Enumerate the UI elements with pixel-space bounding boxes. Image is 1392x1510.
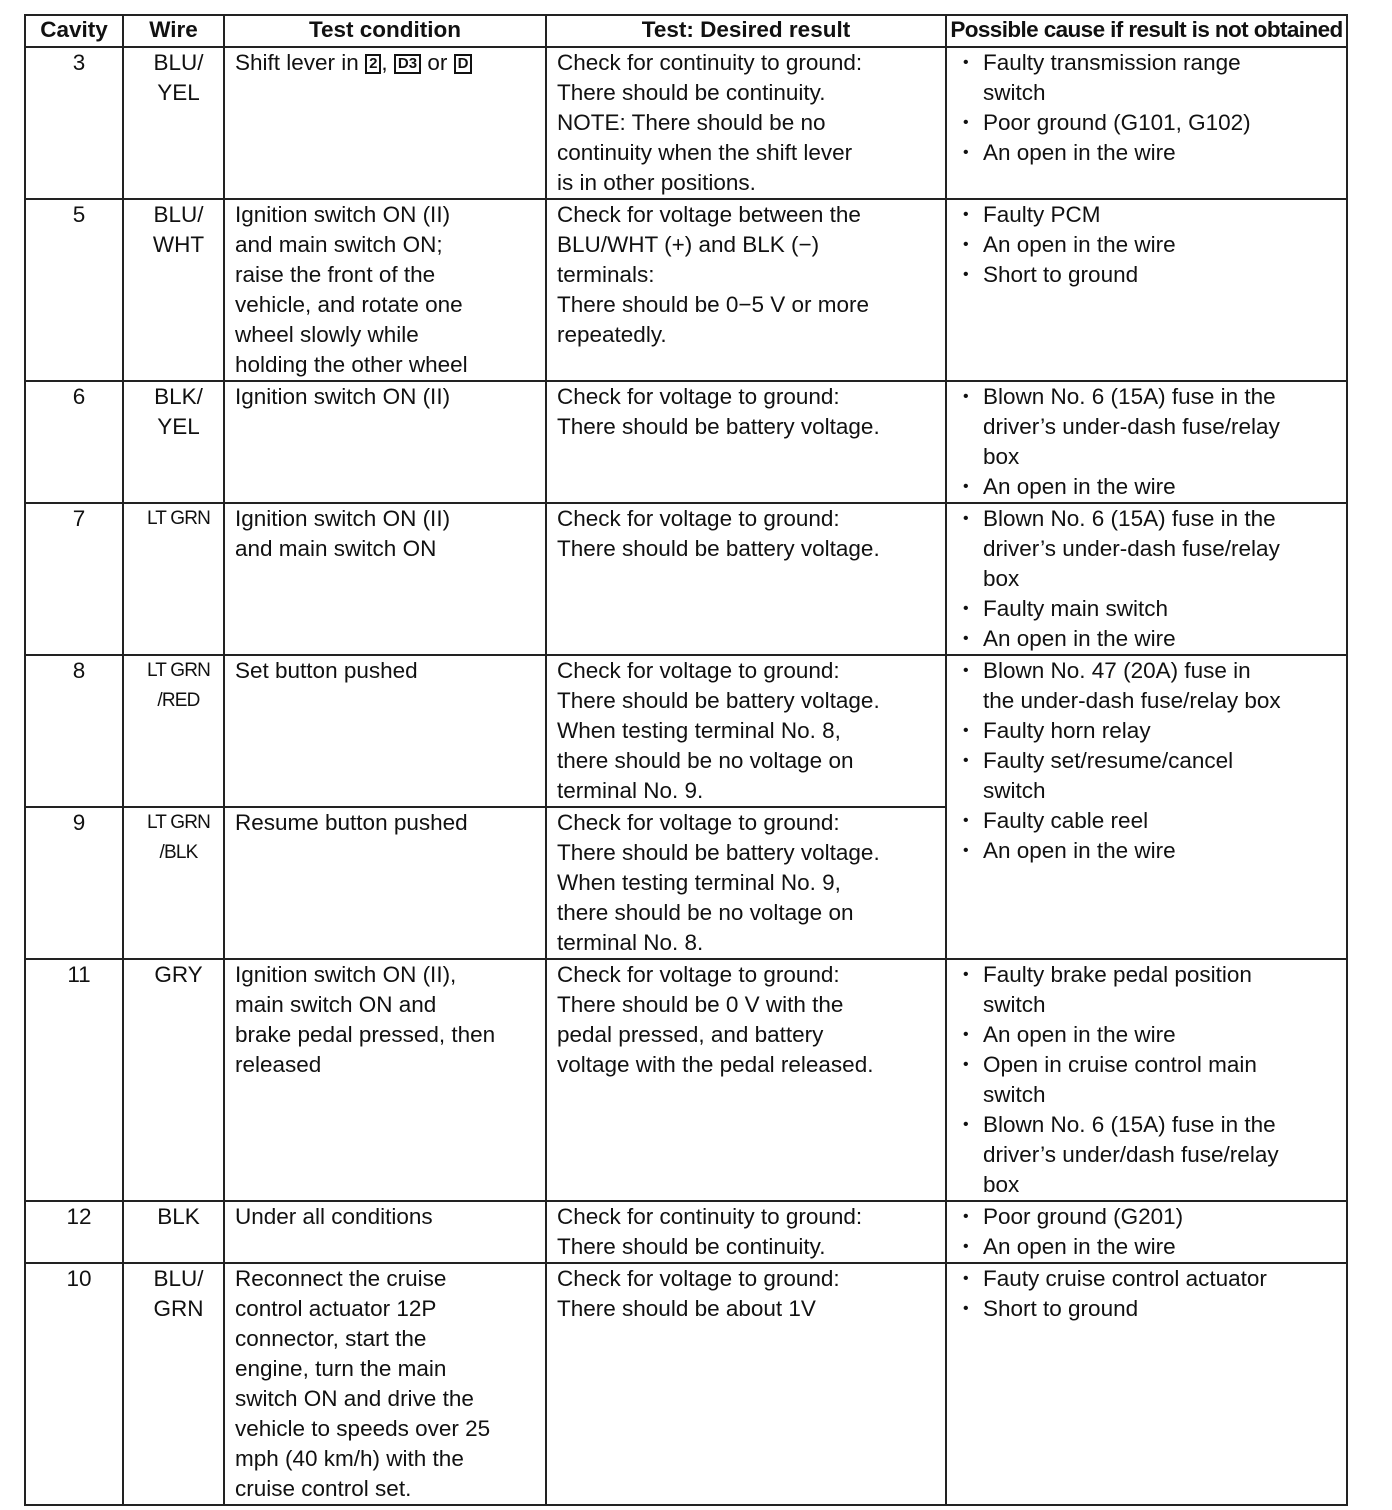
possible-cause-cell: [946, 503, 1347, 655]
cause-line: box: [983, 1172, 1020, 1197]
table-row: [25, 655, 1347, 807]
condition-line: Ignition switch ON (II): [235, 506, 451, 531]
result-line: There should be about 1V: [557, 1296, 816, 1321]
wire-cell: BLU/ GRN: [123, 1263, 224, 1505]
cause-item: [957, 1110, 1346, 1200]
result-line: continuity when the shift lever: [557, 140, 853, 165]
result-line: Check for voltage to ground:: [557, 384, 840, 409]
cause-item: • Short to ground: [957, 1294, 1346, 1324]
condition-line: connector, start the: [235, 1326, 427, 1351]
result-line: pedal pressed, and battery: [557, 1022, 824, 1047]
condition-line: released: [235, 1052, 322, 1077]
cause-line: box: [983, 566, 1020, 591]
result-line: voltage with the pedal released.: [557, 1052, 874, 1077]
cause-list: [957, 960, 1346, 1200]
condition-line: Reconnect the cruise: [235, 1266, 447, 1291]
result-line: Check for continuity to ground:: [557, 1204, 863, 1229]
cause-item: • An open in the wire: [957, 624, 1346, 654]
result-line: There should be 0−5 V or more: [557, 292, 870, 317]
table-row: [25, 381, 1347, 503]
table-row: [25, 47, 1347, 199]
result-line: There should be continuity.: [557, 80, 826, 105]
cause-item: [957, 746, 1346, 806]
cavity-cell: 8: [25, 655, 123, 807]
cause-item: [957, 504, 1346, 594]
desired-result-cell: [546, 381, 946, 503]
test-condition-cell: [224, 199, 546, 381]
test-condition-cell: [224, 959, 546, 1201]
desired-result-cell: [546, 959, 946, 1201]
result-line: There should be 0 V with the: [557, 992, 844, 1017]
cause-line: driver’s under-dash fuse/relay: [983, 536, 1280, 561]
cavity-cell: 10: [25, 1263, 123, 1505]
cause-line: • Blown No. 6 (15A) fuse in the: [983, 506, 1276, 531]
cause-item: [957, 48, 1346, 108]
possible-cause-cell: [946, 1263, 1347, 1505]
possible-cause-cell: [946, 655, 1347, 959]
result-line: There should be battery voltage.: [557, 688, 880, 713]
wire-cell: BLK: [123, 1201, 224, 1263]
cause-line: • Faulty transmission range: [983, 50, 1241, 75]
result-line: There should be battery voltage.: [557, 536, 880, 561]
cause-line: • Open in cruise control main: [983, 1052, 1257, 1077]
condition-line: Set button pushed: [235, 658, 418, 683]
condition-line: Under all conditions: [235, 1204, 433, 1229]
possible-cause-cell: [946, 1201, 1347, 1263]
shift-lever-condition: [235, 48, 545, 78]
cavity-cell: 11: [25, 959, 123, 1201]
cause-line: • Blown No. 6 (15A) fuse in the: [983, 1112, 1276, 1137]
wire-cell: GRY: [123, 959, 224, 1201]
result-line: There should be continuity.: [557, 1234, 826, 1259]
result-line: repeatedly.: [557, 322, 667, 347]
condition-separator: or: [421, 50, 454, 75]
cause-line: switch: [983, 992, 1046, 1017]
condition-line: raise the front of the: [235, 262, 436, 287]
test-condition-cell: [224, 1201, 546, 1263]
condition-line: switch ON and drive the: [235, 1386, 474, 1411]
cause-item: • Faulty main switch: [957, 594, 1346, 624]
condition-line: engine, turn the main: [235, 1356, 447, 1381]
condition-line: and main switch ON: [235, 536, 437, 561]
wire-cell: LT GRN /RED: [123, 655, 224, 807]
result-line: Check for continuity to ground:: [557, 50, 863, 75]
wire-cell: BLK/ YEL: [123, 381, 224, 503]
desired-result-cell: [546, 655, 946, 807]
condition-line: vehicle to speeds over 25: [235, 1416, 491, 1441]
test-condition-cell: [224, 655, 546, 807]
table-row: [25, 1263, 1347, 1505]
condition-line: and main switch ON;: [235, 232, 443, 257]
cause-line: driver’s under-dash fuse/relay: [983, 414, 1280, 439]
wire-cell: BLU/ WHT: [123, 199, 224, 381]
header-cavity: Cavity: [25, 15, 123, 47]
result-line: terminal No. 9.: [557, 778, 704, 803]
result-line: There should be battery voltage.: [557, 840, 880, 865]
wire-cell: LT GRN /BLK: [123, 807, 224, 959]
condition-line: Resume button pushed: [235, 810, 468, 835]
cavity-cell: 5: [25, 199, 123, 381]
cause-line: switch: [983, 1082, 1046, 1107]
result-line: Check for voltage between the: [557, 202, 861, 227]
cause-line: switch: [983, 80, 1046, 105]
condition-line: brake pedal pressed, then: [235, 1022, 496, 1047]
result-line: there should be no voltage on: [557, 900, 854, 925]
condition-line: vehicle, and rotate one: [235, 292, 463, 317]
table-row: [25, 959, 1347, 1201]
cause-item: • Poor ground (G201): [957, 1202, 1346, 1232]
result-line: Check for voltage to ground:: [557, 658, 840, 683]
wire-cell: LT GRN: [123, 503, 224, 655]
possible-cause-cell: [946, 47, 1347, 199]
desired-result-cell: [546, 199, 946, 381]
cause-item: • Faulty PCM: [957, 200, 1346, 230]
cavity-cell: 12: [25, 1201, 123, 1263]
wire-cell: BLU/ YEL: [123, 47, 224, 199]
test-condition-cell: [224, 381, 546, 503]
possible-cause-cell: [946, 959, 1347, 1201]
cause-line: the under-dash fuse/relay box: [983, 688, 1281, 713]
cause-item: • An open in the wire: [957, 472, 1346, 502]
cause-line: • Poor ground (G101, G102): [983, 110, 1251, 135]
desired-result-cell: [546, 807, 946, 959]
test-condition-cell: [224, 1263, 546, 1505]
result-line: There should be battery voltage.: [557, 414, 880, 439]
cause-list: [957, 1264, 1346, 1324]
cause-item: [957, 138, 1346, 168]
result-line: is in other positions.: [557, 170, 756, 195]
result-line: there should be no voltage on: [557, 748, 854, 773]
result-line: When testing terminal No. 8,: [557, 718, 841, 743]
cause-line: • Faulty brake pedal position: [983, 962, 1252, 987]
condition-line: Ignition switch ON (II),: [235, 962, 457, 987]
condition-line: Ignition switch ON (II): [235, 384, 451, 409]
header-wire: Wire: [123, 15, 224, 47]
cause-item: • An open in the wire: [957, 836, 1346, 866]
desired-result-cell: [546, 1263, 946, 1505]
condition-line: holding the other wheel: [235, 352, 468, 377]
cause-item: [957, 1050, 1346, 1110]
cause-list: [957, 1202, 1346, 1262]
condition-line: cruise control set.: [235, 1476, 412, 1501]
possible-cause-cell: [946, 199, 1347, 381]
table-row: [25, 503, 1347, 655]
result-line: terminals:: [557, 262, 655, 287]
gear-position-box: 2: [365, 54, 381, 74]
desired-result-cell: [546, 47, 946, 199]
result-line: When testing terminal No. 9,: [557, 870, 841, 895]
cause-item: • Faulty horn relay: [957, 716, 1346, 746]
desired-result-cell: [546, 503, 946, 655]
result-line: Check for voltage to ground:: [557, 962, 840, 987]
cause-item: [957, 960, 1346, 1020]
cause-item: • An open in the wire: [957, 1020, 1346, 1050]
result-line: Check for voltage to ground:: [557, 810, 840, 835]
cause-list: [957, 504, 1346, 654]
cause-item: • Fauty cruise control actuator: [957, 1264, 1346, 1294]
test-condition-cell: [224, 47, 546, 199]
cause-line: • Faulty set/resume/cancel: [983, 748, 1234, 773]
result-line: BLU/WHT (+) and BLK (−): [557, 232, 820, 257]
cause-list: [957, 656, 1346, 866]
header-desired-result: Test: Desired result: [546, 15, 946, 47]
condition-line: mph (40 km/h) with the: [235, 1446, 464, 1471]
condition-line: control actuator 12P: [235, 1296, 437, 1321]
cause-item: • An open in the wire: [957, 230, 1346, 260]
cause-line: • An open in the wire: [983, 140, 1176, 165]
condition-text: Shift lever in: [235, 50, 366, 75]
condition-separator: ,: [381, 50, 394, 75]
result-line: Check for voltage to ground:: [557, 1266, 840, 1291]
cause-item: • Faulty cable reel: [957, 806, 1346, 836]
result-line: terminal No. 8.: [557, 930, 704, 955]
condition-line: main switch ON and: [235, 992, 437, 1017]
cause-list: [957, 200, 1346, 290]
table-row: [25, 199, 1347, 381]
cavity-cell: 3: [25, 47, 123, 199]
desired-result-cell: [546, 1201, 946, 1263]
cause-item: [957, 108, 1346, 138]
cause-line: driver’s under/dash fuse/relay: [983, 1142, 1279, 1167]
cause-item: • An open in the wire: [957, 1232, 1346, 1262]
cause-list: [957, 382, 1346, 502]
condition-line: Ignition switch ON (II): [235, 202, 451, 227]
condition-line: wheel slowly while: [235, 322, 419, 347]
cause-line: • Blown No. 47 (20A) fuse in: [983, 658, 1251, 683]
cause-item: [957, 382, 1346, 472]
possible-cause-cell: [946, 381, 1347, 503]
diagnostic-table-sheet: [24, 14, 1346, 1501]
table-row: [25, 1201, 1347, 1263]
result-line: NOTE: There should be no: [557, 110, 826, 135]
cause-line: box: [983, 444, 1020, 469]
cavity-cell: 7: [25, 503, 123, 655]
cause-line: • Blown No. 6 (15A) fuse in the: [983, 384, 1276, 409]
header-possible-cause: Possible cause if result is not obtained: [946, 15, 1347, 47]
gear-position-box: D3: [394, 54, 421, 74]
test-condition-cell: [224, 807, 546, 959]
cavity-cell: 9: [25, 807, 123, 959]
header-row: [25, 15, 1347, 47]
cause-line: switch: [983, 778, 1046, 803]
test-condition-cell: [224, 503, 546, 655]
cause-item: [957, 656, 1346, 716]
connector-test-table: [24, 14, 1348, 1506]
header-test-condition: Test condition: [224, 15, 546, 47]
result-line: Check for voltage to ground:: [557, 506, 840, 531]
cause-list: [957, 48, 1346, 168]
cause-item: • Short to ground: [957, 260, 1346, 290]
cavity-cell: 6: [25, 381, 123, 503]
gear-position-box: D: [454, 54, 473, 74]
